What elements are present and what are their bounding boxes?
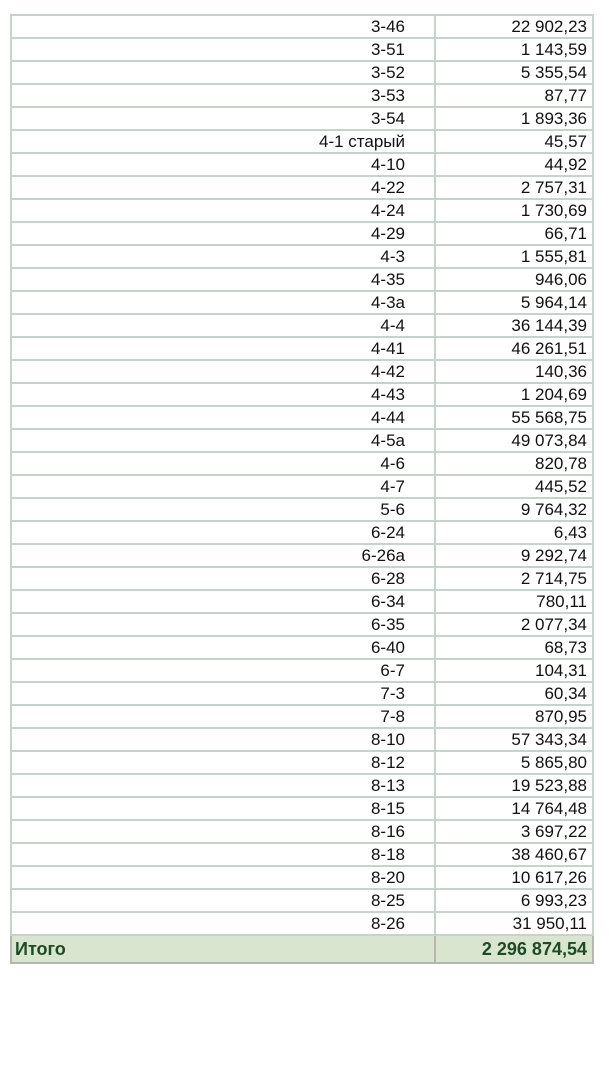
table-row bbox=[11, 544, 593, 567]
amount-cell[interactable]: 57 343,34 bbox=[435, 728, 593, 751]
amount-cell[interactable]: 68,73 bbox=[435, 636, 593, 659]
amount-cell[interactable]: 49 073,84 bbox=[435, 429, 593, 452]
table-row bbox=[11, 107, 593, 130]
code-cell[interactable]: 6-35 bbox=[11, 613, 435, 636]
table-row bbox=[11, 613, 593, 636]
code-cell[interactable]: 4-7 bbox=[11, 475, 435, 498]
table-row bbox=[11, 498, 593, 521]
code-cell[interactable]: 4-5а bbox=[11, 429, 435, 452]
table-row bbox=[11, 843, 593, 866]
amount-cell[interactable]: 60,34 bbox=[435, 682, 593, 705]
code-cell[interactable]: 8-13 bbox=[11, 774, 435, 797]
code-cell[interactable]: 3-51 bbox=[11, 38, 435, 61]
amount-cell[interactable]: 140,36 bbox=[435, 360, 593, 383]
code-cell[interactable]: 4-24 bbox=[11, 199, 435, 222]
amounts-table bbox=[10, 14, 594, 964]
table-row bbox=[11, 61, 593, 84]
table-row bbox=[11, 912, 593, 935]
table-row bbox=[11, 291, 593, 314]
table-row bbox=[11, 314, 593, 337]
amount-cell[interactable]: 22 902,23 bbox=[435, 15, 593, 38]
table-row bbox=[11, 866, 593, 889]
code-cell[interactable]: 4-3 bbox=[11, 245, 435, 268]
code-cell[interactable]: 6-26а bbox=[11, 544, 435, 567]
code-cell[interactable]: 5-6 bbox=[11, 498, 435, 521]
table-row bbox=[11, 705, 593, 728]
amount-cell[interactable]: 445,52 bbox=[435, 475, 593, 498]
amount-cell[interactable]: 14 764,48 bbox=[435, 797, 593, 820]
amount-cell[interactable]: 6 993,23 bbox=[435, 889, 593, 912]
table-row bbox=[11, 406, 593, 429]
amount-cell[interactable]: 5 865,80 bbox=[435, 751, 593, 774]
table-row bbox=[11, 751, 593, 774]
table-row bbox=[11, 452, 593, 475]
amount-cell[interactable]: 66,71 bbox=[435, 222, 593, 245]
table-row bbox=[11, 360, 593, 383]
amount-cell[interactable]: 9 764,32 bbox=[435, 498, 593, 521]
code-cell[interactable]: 8-25 bbox=[11, 889, 435, 912]
code-cell[interactable]: 8-12 bbox=[11, 751, 435, 774]
amount-cell[interactable]: 5 964,14 bbox=[435, 291, 593, 314]
table-row bbox=[11, 337, 593, 360]
table-row bbox=[11, 590, 593, 613]
table-row bbox=[11, 84, 593, 107]
table-row bbox=[11, 153, 593, 176]
spreadsheet-table bbox=[10, 14, 592, 964]
code-cell[interactable]: 4-42 bbox=[11, 360, 435, 383]
amount-cell[interactable]: 104,31 bbox=[435, 659, 593, 682]
amount-cell[interactable]: 1 555,81 bbox=[435, 245, 593, 268]
amount-cell[interactable]: 46 261,51 bbox=[435, 337, 593, 360]
table-row bbox=[11, 130, 593, 153]
amount-cell[interactable]: 946,06 bbox=[435, 268, 593, 291]
table-row bbox=[11, 797, 593, 820]
code-cell[interactable]: 8-18 bbox=[11, 843, 435, 866]
code-cell[interactable]: 8-15 bbox=[11, 797, 435, 820]
amount-cell[interactable]: 31 950,11 bbox=[435, 912, 593, 935]
table-row bbox=[11, 682, 593, 705]
amount-cell[interactable]: 2 077,34 bbox=[435, 613, 593, 636]
amount-cell[interactable]: 780,11 bbox=[435, 590, 593, 613]
code-cell[interactable]: 4-3а bbox=[11, 291, 435, 314]
amount-cell[interactable]: 45,57 bbox=[435, 130, 593, 153]
amount-cell[interactable]: 5 355,54 bbox=[435, 61, 593, 84]
amount-cell[interactable]: 44,92 bbox=[435, 153, 593, 176]
code-cell[interactable]: 8-20 bbox=[11, 866, 435, 889]
table-row bbox=[11, 15, 593, 38]
table-row bbox=[11, 268, 593, 291]
code-cell[interactable]: 4-10 bbox=[11, 153, 435, 176]
code-cell[interactable]: 3-52 bbox=[11, 61, 435, 84]
table-row bbox=[11, 222, 593, 245]
code-cell[interactable]: 7-8 bbox=[11, 705, 435, 728]
code-cell[interactable]: 8-26 bbox=[11, 912, 435, 935]
code-cell[interactable]: 6-34 bbox=[11, 590, 435, 613]
code-cell[interactable]: 6-24 bbox=[11, 521, 435, 544]
table-row bbox=[11, 475, 593, 498]
code-cell[interactable]: 7-3 bbox=[11, 682, 435, 705]
code-cell[interactable]: 3-46 bbox=[11, 15, 435, 38]
amount-cell[interactable]: 10 617,26 bbox=[435, 866, 593, 889]
code-cell[interactable]: 4-4 bbox=[11, 314, 435, 337]
table-row bbox=[11, 567, 593, 590]
table-row bbox=[11, 728, 593, 751]
table-row bbox=[11, 774, 593, 797]
code-cell[interactable]: 8-10 bbox=[11, 728, 435, 751]
amount-cell[interactable]: 87,77 bbox=[435, 84, 593, 107]
code-cell[interactable]: 4-44 bbox=[11, 406, 435, 429]
code-cell[interactable]: 4-41 bbox=[11, 337, 435, 360]
table-row bbox=[11, 636, 593, 659]
amount-cell[interactable]: 36 144,39 bbox=[435, 314, 593, 337]
code-cell[interactable]: 6-7 bbox=[11, 659, 435, 682]
code-cell[interactable]: 3-54 bbox=[11, 107, 435, 130]
code-cell[interactable]: 4-35 bbox=[11, 268, 435, 291]
table-body bbox=[11, 15, 593, 935]
table-row bbox=[11, 889, 593, 912]
code-cell[interactable]: 6-40 bbox=[11, 636, 435, 659]
amount-cell[interactable]: 820,78 bbox=[435, 452, 593, 475]
amount-cell[interactable]: 55 568,75 bbox=[435, 406, 593, 429]
amount-cell[interactable]: 9 292,74 bbox=[435, 544, 593, 567]
table-row bbox=[11, 176, 593, 199]
amount-cell[interactable]: 2 714,75 bbox=[435, 567, 593, 590]
amount-cell[interactable]: 1 204,69 bbox=[435, 383, 593, 406]
code-cell[interactable]: 3-53 bbox=[11, 84, 435, 107]
code-cell[interactable]: 4-29 bbox=[11, 222, 435, 245]
code-cell[interactable]: 4-43 bbox=[11, 383, 435, 406]
amount-cell[interactable]: 19 523,88 bbox=[435, 774, 593, 797]
amount-cell[interactable]: 870,95 bbox=[435, 705, 593, 728]
table-row bbox=[11, 383, 593, 406]
amount-cell[interactable]: 1 143,59 bbox=[435, 38, 593, 61]
amount-cell[interactable]: 6,43 bbox=[435, 521, 593, 544]
table-row bbox=[11, 429, 593, 452]
table-row bbox=[11, 659, 593, 682]
code-cell[interactable]: 6-28 bbox=[11, 567, 435, 590]
table-row bbox=[11, 199, 593, 222]
amount-cell[interactable]: 1 730,69 bbox=[435, 199, 593, 222]
code-cell[interactable]: 8-16 bbox=[11, 820, 435, 843]
code-cell[interactable]: 4-1 старый bbox=[11, 130, 435, 153]
table-row bbox=[11, 820, 593, 843]
total-amount-cell[interactable]: 2 296 874,54 bbox=[435, 935, 593, 963]
amount-cell[interactable]: 2 757,31 bbox=[435, 176, 593, 199]
table-row bbox=[11, 521, 593, 544]
table-row bbox=[11, 245, 593, 268]
amount-cell[interactable]: 38 460,67 bbox=[435, 843, 593, 866]
amount-cell[interactable]: 1 893,36 bbox=[435, 107, 593, 130]
total-label-cell[interactable]: Итого bbox=[11, 935, 435, 963]
code-cell[interactable]: 4-22 bbox=[11, 176, 435, 199]
total-row bbox=[11, 935, 593, 963]
amount-cell[interactable]: 3 697,22 bbox=[435, 820, 593, 843]
code-cell[interactable]: 4-6 bbox=[11, 452, 435, 475]
table-row bbox=[11, 38, 593, 61]
